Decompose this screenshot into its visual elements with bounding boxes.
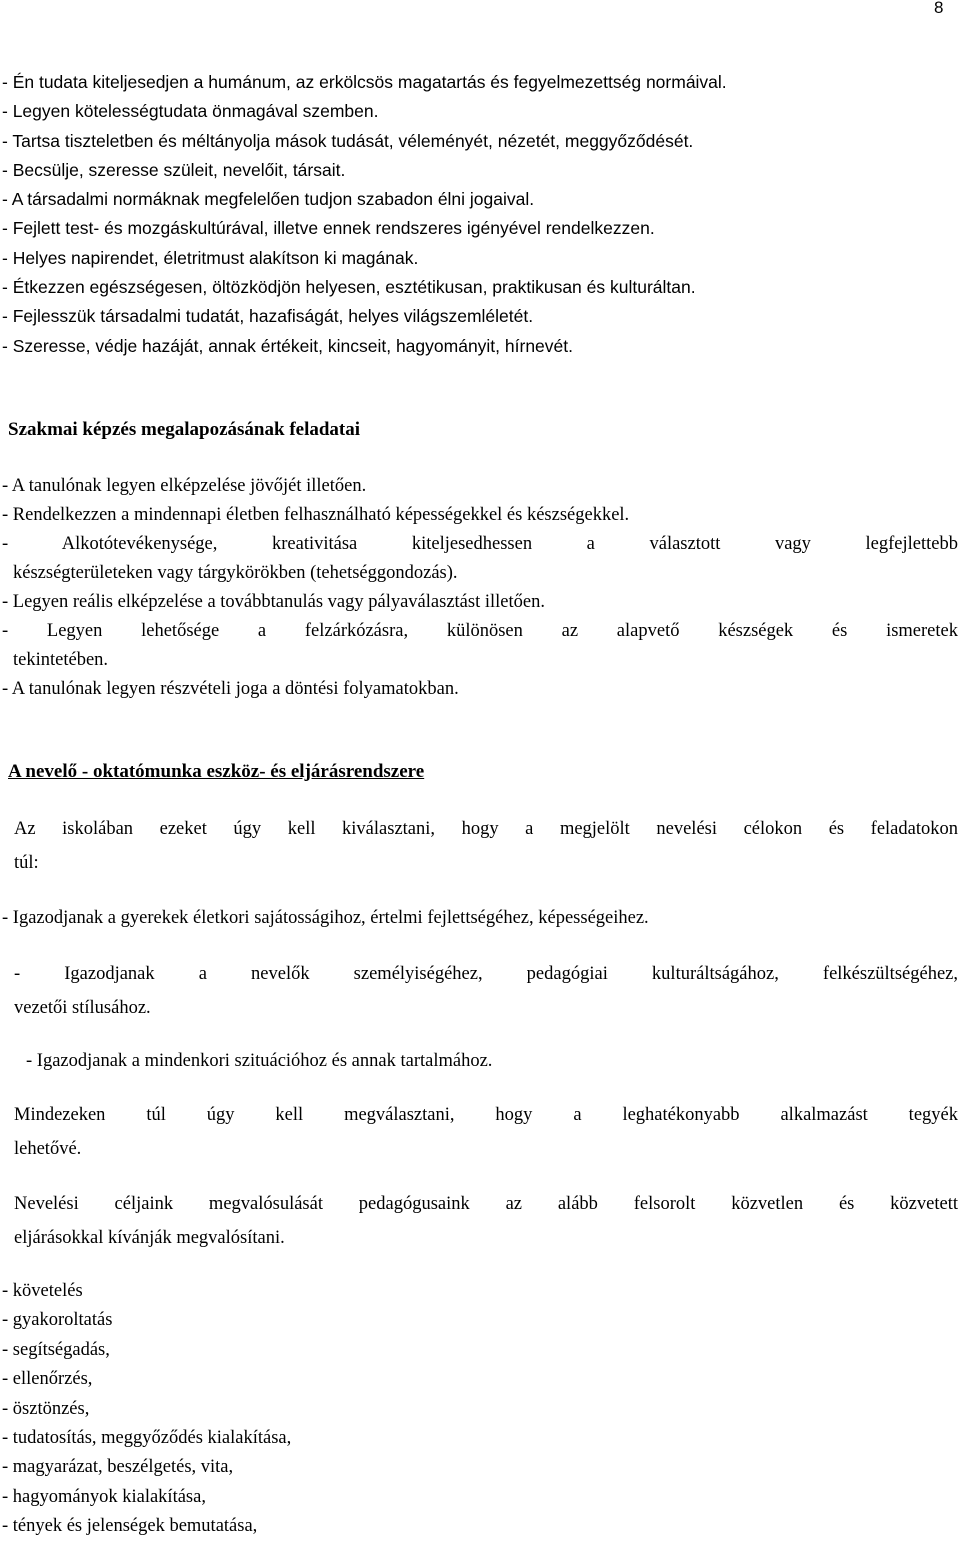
- list-item: - gyakoroltatás: [2, 1310, 113, 1331]
- list-item: - Szeresse, védje hazáját, annak értékeit, kincseit, hagyományit, hírnevét.: [2, 335, 573, 356]
- list-item: - tények és jelenségek bemutatása,: [2, 1516, 258, 1537]
- paragraph-adapt-children: [2, 901, 649, 935]
- methods-list: [2, 1277, 291, 1542]
- paragraph-effective-application: [14, 1098, 958, 1166]
- list-item: - tudatosítás, meggyőződés kialakítása,: [2, 1428, 292, 1449]
- paragraph-adapt-teachers: [14, 957, 958, 1025]
- paragraph-line: Az iskolában ezeket úgy kell kiválasztani, hogy a megjelölt nevelési célokon és feladatokon: [14, 819, 958, 839]
- list-item: - ellenőrzés,: [2, 1369, 93, 1390]
- list-item: - Becsülje, szeresse szüleit, nevelőit, társait.: [2, 159, 346, 180]
- section-heading-vocational: Szakmai képzés megalapozásának feladatai: [8, 419, 361, 440]
- list-item: - Alkotótevékenysége, kreativitása kiteljesedhessen a választott vagy legfejlettebb: [2, 534, 958, 554]
- paragraph-line: lehetővé.: [14, 1139, 82, 1159]
- section-heading-methods: A nevelő - oktatómunka eszköz- és eljárásrendszere: [8, 761, 425, 782]
- paragraph-line: Mindezeken túl úgy kell megválasztani, hogy a leghatékonyabb alkalmazást tegyék: [14, 1105, 958, 1125]
- list-item: - Étkezzen egészségesen, öltözködjön helyesen, esztétikusan, praktikusan és kulturáltan.: [2, 277, 696, 298]
- list-item: - Fejlett test- és mozgáskultúrával, illetve ennek rendszeres igényével rendelkezzen.: [2, 218, 655, 239]
- list-item: - Legyen kötelességtudata önmagával szemben.: [2, 101, 379, 122]
- list-item: - követelés: [2, 1281, 83, 1301]
- paragraph-adapt-situation: [26, 1044, 492, 1078]
- list-item: - Helyes napirendet, életritmust alakítson ki magának.: [2, 247, 419, 268]
- paragraph-line: Nevelési céljaink megvalósulását pedagógusaink az alább felsorolt közvetlen és közvetett: [14, 1194, 958, 1214]
- paragraph-line: vezetői stílusához.: [14, 998, 151, 1018]
- paragraph-line: - Igazodjanak a mindenkori szituációhoz és annak tartalmához.: [26, 1051, 493, 1071]
- paragraph-line: túl:: [14, 853, 39, 873]
- list-item-continuation: tekintetében.: [13, 650, 109, 670]
- goals-list: [2, 68, 958, 361]
- list-item: - Én tudata kiteljesedjen a humánum, az erkölcsös magatartás és fegyelmezettség normáival.: [2, 72, 727, 92]
- paragraph-intro: [14, 812, 958, 880]
- vocational-tasks-list: [2, 472, 958, 704]
- list-item: - A tanulónak legyen elképzelése jövőjét illetően.: [2, 476, 367, 496]
- paragraph-line: eljárásokkal kívánják megvalósítani.: [14, 1228, 285, 1248]
- paragraph-line: - Igazodjanak a nevelők személyiségéhez, pedagógiai kulturáltságához, felkészültségéhez,: [14, 964, 958, 984]
- list-item: - magyarázat, beszélgetés, vita,: [2, 1457, 234, 1478]
- list-item: - A társadalmi normáknak megfelelően tudjon szabadon élni jogaival.: [2, 189, 535, 210]
- paragraph-line: - Igazodjanak a gyerekek életkori sajátosságihoz, értelmi fejlettségéhez, képességeihez.: [2, 908, 649, 928]
- list-item: - ösztönzés,: [2, 1398, 90, 1419]
- page-number: 8: [934, 0, 944, 17]
- paragraph-methods-intro: [14, 1187, 958, 1255]
- list-item: - Legyen lehetősége a felzárkózásra, különösen az alapvető készségek és ismeretek: [2, 621, 958, 641]
- list-item: - Rendelkezzen a mindennapi életben felhasználható képességekkel és készségekkel.: [2, 505, 630, 525]
- list-item: - segítségadás,: [2, 1339, 110, 1360]
- list-item: - Fejlesszük társadalmi tudatát, hazafiságát, helyes világszemléletét.: [2, 306, 534, 327]
- list-item-continuation: készségterületeken vagy tárgykörökben (tehetséggondozás).: [13, 563, 458, 583]
- list-item: - Tartsa tiszteletben és méltányolja mások tudását, véleményét, nézetét, meggyőződését.: [2, 130, 694, 151]
- list-item: - Legyen reális elképzelése a továbbtanulás vagy pályaválasztást illetően.: [2, 592, 545, 612]
- list-item: - hagyományok kialakítása,: [2, 1486, 206, 1507]
- list-item: - A tanulónak legyen részvételi joga a döntési folyamatokban.: [2, 679, 459, 699]
